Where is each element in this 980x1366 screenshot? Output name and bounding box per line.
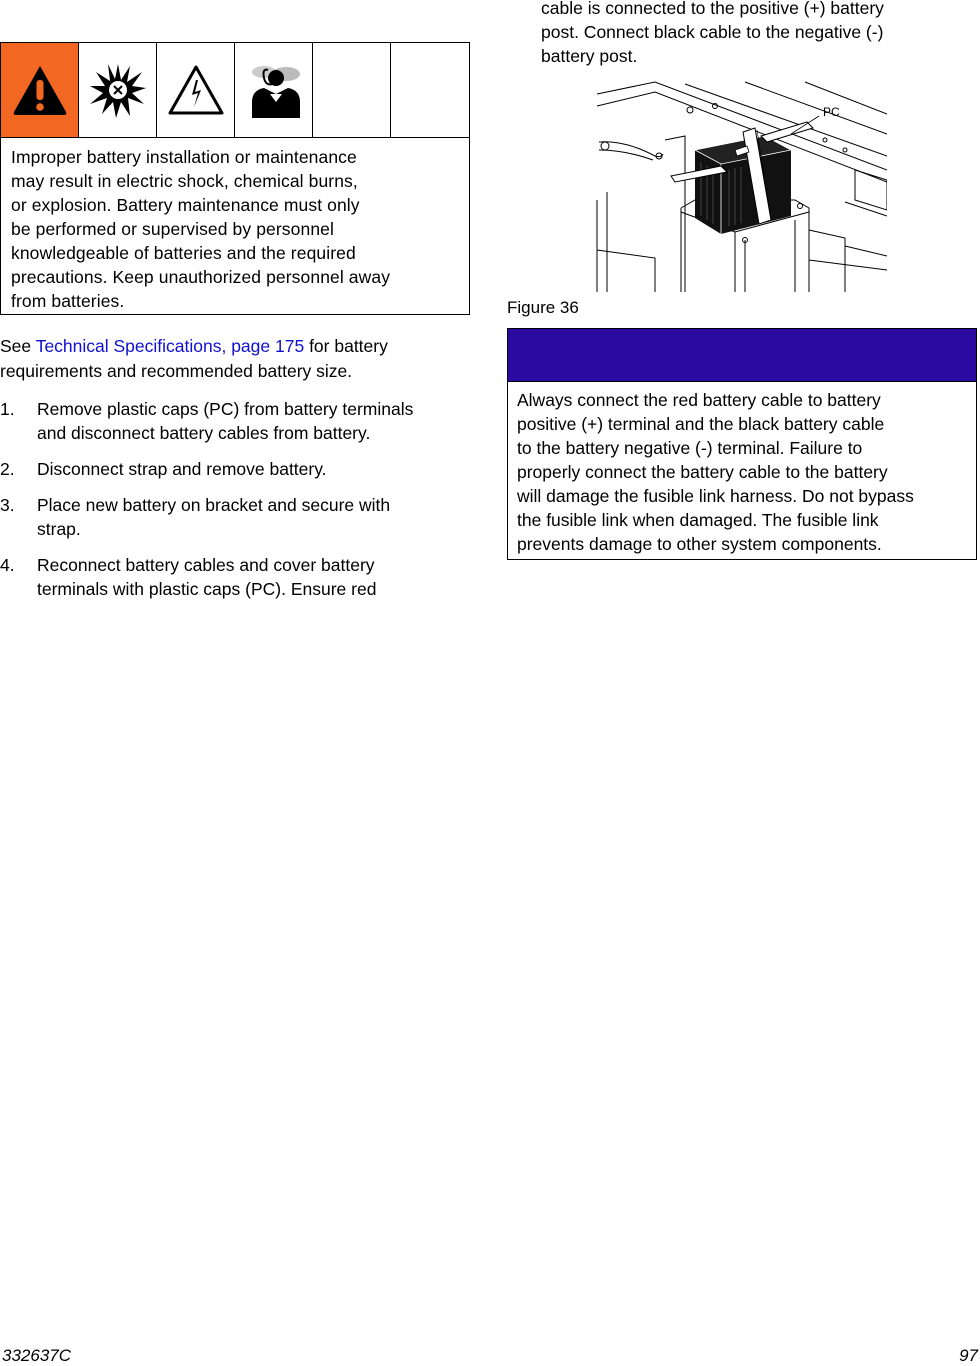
warning-box [0, 42, 470, 315]
warning-line: Improper battery installation or maintenance [11, 147, 357, 167]
notice-line: positive (+) terminal and the black battery cable [517, 414, 885, 434]
warning-line: knowledgeable of batteries and the required [11, 243, 356, 263]
notice-line: the fusible link when damaged. The fusible link [517, 510, 879, 530]
electric-shock-icon-cell [157, 43, 235, 137]
intro-prefix: See [0, 336, 36, 356]
step-4-continuation [541, 0, 884, 68]
notice-line: will damage the fusible link harness. Do not bypass [517, 486, 914, 506]
warning-line: be performed or supervised by personnel [11, 219, 334, 239]
page-number: 97 [959, 1346, 978, 1365]
notice-line: properly connect the battery cable to the battery [517, 462, 888, 482]
warning-triangle-icon [10, 62, 70, 118]
intro-suffix: for battery [304, 336, 388, 356]
intro-line-1 [0, 334, 388, 359]
notice-line: Always connect the red battery cable to battery [517, 390, 881, 410]
chemical-burn-icon-cell [235, 43, 313, 137]
explosion-icon-cell [79, 43, 157, 137]
step-text: Disconnect strap and remove battery. [37, 459, 327, 479]
technical-specifications-link[interactable]: Technical Specifications, page 175 [35, 336, 305, 356]
warning-line: or explosion. Battery maintenance must only [11, 195, 360, 215]
step-text: Place new battery on bracket and secure with [37, 495, 391, 515]
continuation-line: post. Connect black cable to the negative (-) [541, 22, 884, 42]
notice-text [508, 382, 976, 562]
step-number: 4. [0, 555, 15, 575]
notice-box [507, 328, 977, 560]
warning-line: from batteries. [11, 291, 125, 311]
step-text: strap. [37, 519, 81, 539]
notice-line: to the battery negative (-) terminal. Failure to [517, 438, 863, 458]
chemical-burn-icon [242, 58, 306, 122]
electric-shock-icon [165, 62, 227, 118]
warning-icon-row [1, 43, 469, 138]
doc-number: 332637C [2, 1346, 72, 1365]
warning-text [1, 138, 469, 320]
warning-line: precautions. Keep unauthorized personnel away [11, 267, 391, 287]
continuation-line: cable is connected to the positive (+) battery [541, 0, 884, 18]
empty-icon-cell [391, 43, 469, 137]
step-text: terminals with plastic caps (PC). Ensure red [37, 579, 377, 599]
pc-callout-label: PC [823, 105, 840, 119]
warning-icon-cell [1, 43, 79, 137]
intro-paragraph [0, 334, 388, 384]
explosion-icon [86, 58, 150, 122]
notice-line: prevents damage to other system components. [517, 534, 882, 554]
battery-illustration [595, 80, 887, 292]
warning-line: may result in electric shock, chemical burns, [11, 171, 358, 191]
step-text: and disconnect battery cables from battery. [37, 423, 371, 443]
notice-header-bar [508, 329, 976, 382]
step-text: Remove plastic caps (PC) from battery terminals [37, 399, 414, 419]
step-number: 1. [0, 399, 15, 419]
empty-icon-cell [313, 43, 391, 137]
step-text: Reconnect battery cables and cover battery [37, 555, 375, 575]
continuation-line: battery post. [541, 46, 638, 66]
intro-line-2: requirements and recommended battery size. [0, 361, 353, 381]
step-number: 3. [0, 495, 15, 515]
step-number: 2. [0, 459, 15, 479]
figure-caption: Figure 36 [507, 298, 579, 317]
